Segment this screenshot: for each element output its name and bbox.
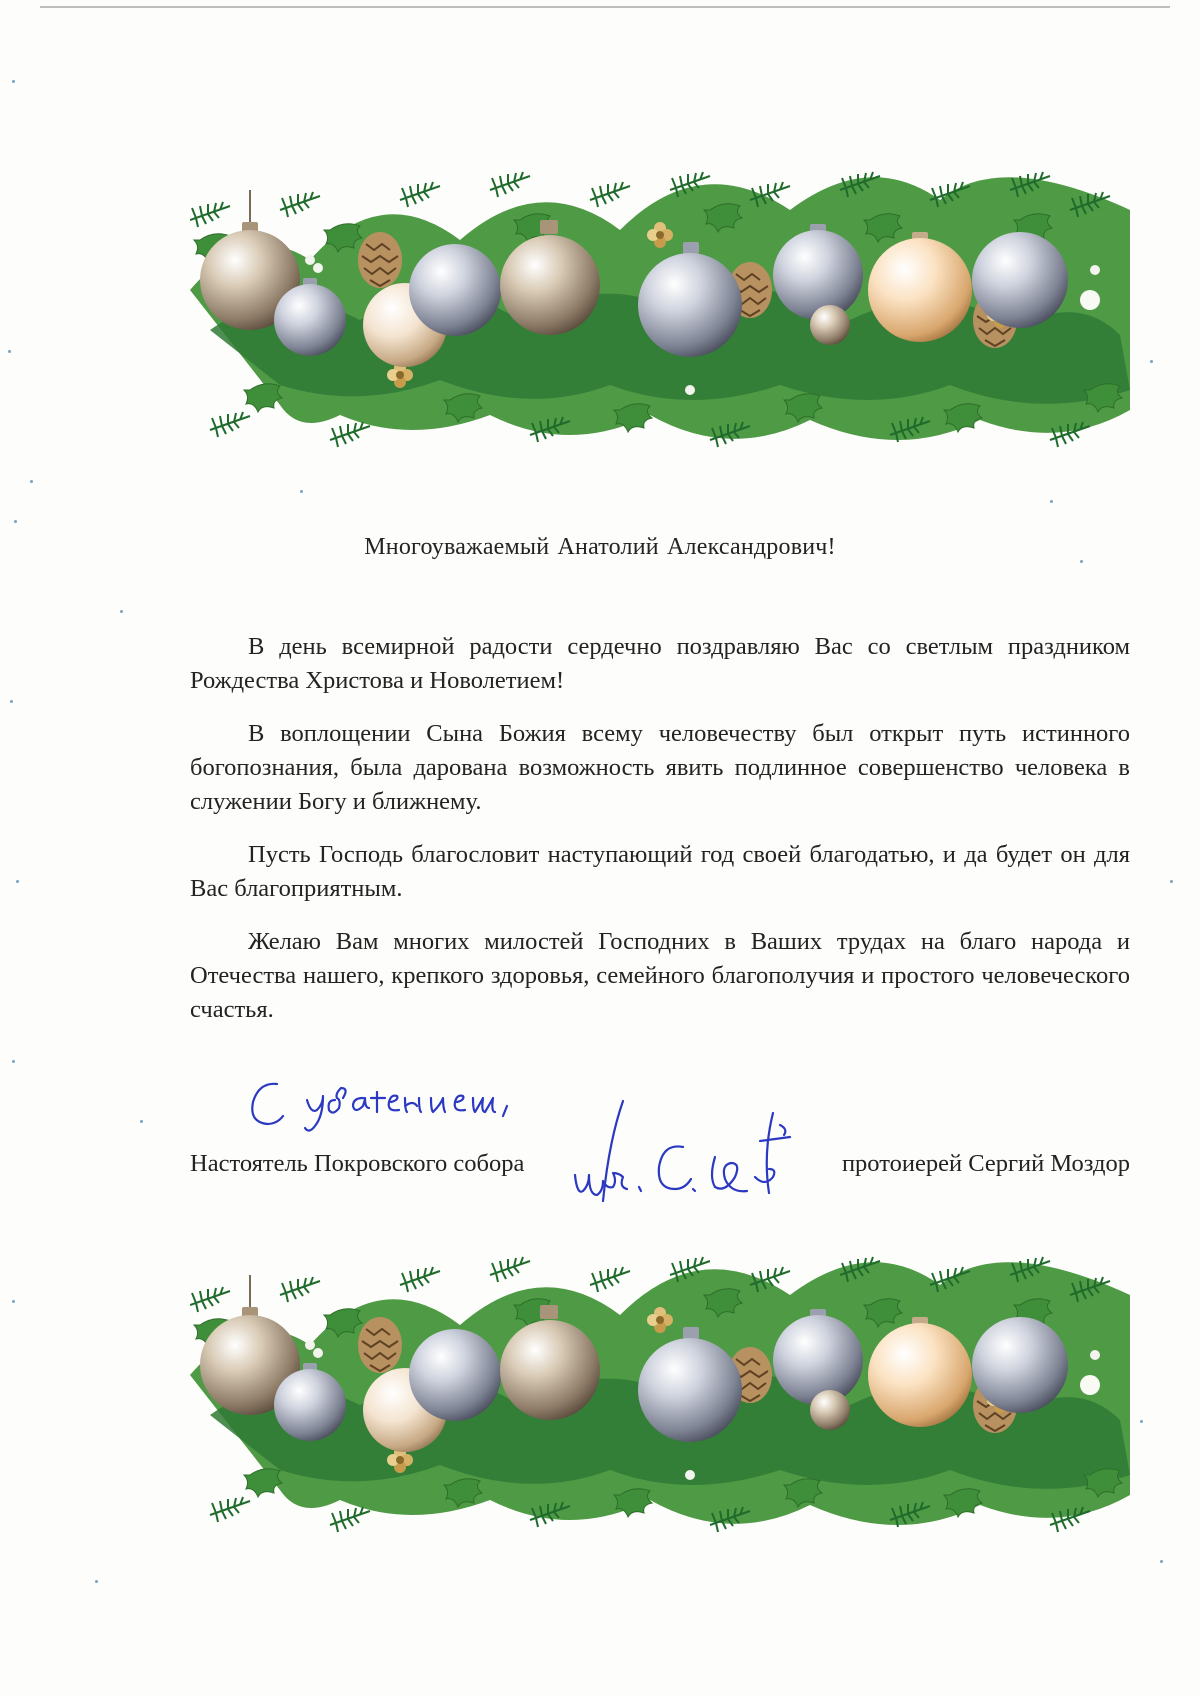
signer-name: протоиерей Сергий Моздор xyxy=(841,1150,1130,1177)
scan-speck xyxy=(1140,1420,1143,1423)
letter-body xyxy=(190,630,1130,1046)
handwritten-signature xyxy=(565,1095,825,1205)
scan-speck xyxy=(16,880,19,883)
scan-speck xyxy=(95,1580,98,1583)
scan-speck xyxy=(300,490,303,493)
scan-speck xyxy=(120,610,123,613)
paragraph: Пусть Господь благословит наступающий год своей благодатью, и да будет он для Вас благоприятным. xyxy=(190,841,1130,902)
scan-speck xyxy=(1160,1560,1163,1563)
signature-block xyxy=(190,1150,1130,1190)
scan-speck xyxy=(10,700,13,703)
scan-speck xyxy=(12,1300,15,1303)
scan-speck xyxy=(12,1060,15,1063)
scan-speck xyxy=(12,80,15,83)
scan-speck xyxy=(14,520,17,523)
salutation: Многоуважаемый Анатолий Александрович! xyxy=(364,534,836,560)
handwritten-closing xyxy=(245,1070,575,1140)
scan-speck xyxy=(1150,360,1153,363)
paragraph: Желаю Вам многих милостей Господних в Ваших трудах на благо народа и Отечества нашего, крепкого здоровья, семейного благополучия и простого человеческого счастья. xyxy=(190,928,1130,1023)
paragraph: В день всемирной радости сердечно поздравляю Вас со светлым праздником Рождества Христова и Новолетием! xyxy=(190,633,1130,694)
scan-speck xyxy=(140,1120,143,1123)
scan-speck xyxy=(8,350,11,353)
christmas-garland-icon xyxy=(190,1245,1130,1535)
scan-speck xyxy=(1170,880,1173,883)
paragraph: В воплощении Сына Божия всему человечеству был открыт путь истинного богопознания, была дарована возможность явить подлинное совершенство человека в служении Богу и ближнему. xyxy=(190,720,1130,815)
christmas-garland-icon xyxy=(190,160,1130,450)
signer-title: Настоятель Покровского собора xyxy=(190,1150,525,1177)
scan-speck xyxy=(1050,500,1053,503)
signature-lettering xyxy=(825,1095,826,1096)
scan-edge xyxy=(40,6,1170,8)
scan-speck xyxy=(30,480,33,483)
